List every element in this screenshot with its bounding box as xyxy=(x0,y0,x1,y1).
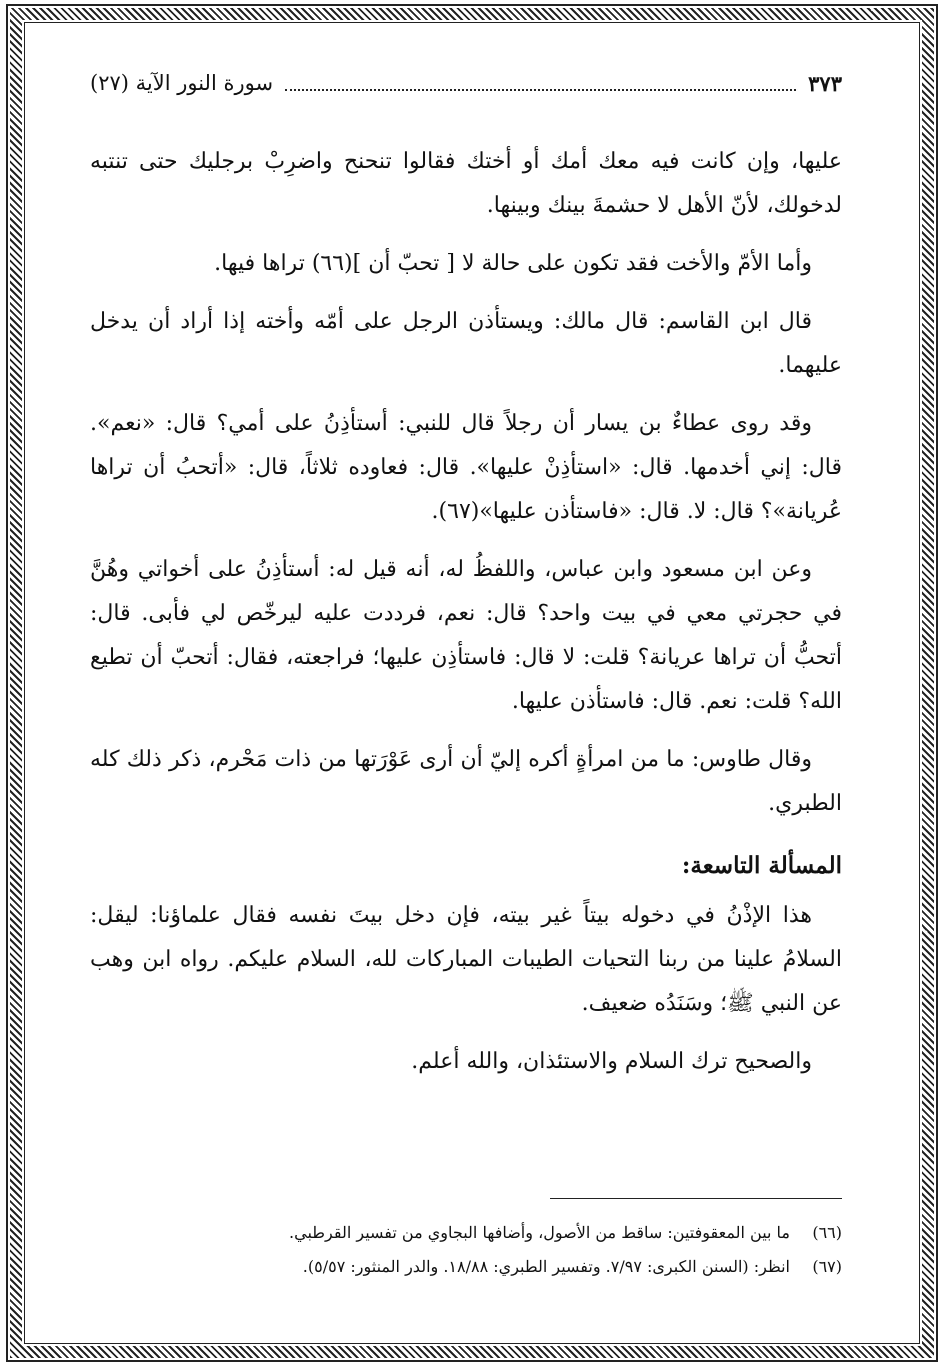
main-text xyxy=(90,140,842,1084)
footnotes xyxy=(90,1216,842,1284)
section-heading: المسألة التاسعة: xyxy=(681,852,842,879)
paragraph: هذا الإذْنُ في دخوله بيتاً غير بيته، فإن دخل بيتَ نفسه فقال علماؤنا: ليقل: السلامُ علينا من ربنا التحيات الطيبات المباركات لله، السلام عليكم. رواه ابن وهب عن النبي ﷺ؛ وسَنَدُه ضعيف. xyxy=(90,903,842,1016)
paragraph: وقال طاوس: ما من امرأةٍ أكره إليّ أن أرى عَوْرَتها من ذات مَحْرم، ذكر ذلك كله الطبري. xyxy=(90,747,842,816)
paragraph: وأما الأمّ والأخت فقد تكون على حالة لا [ تحبّ أن ](٦٦) تراها فيها. xyxy=(214,251,812,276)
paragraph: قال ابن القاسم: قال مالك: ويستأذن الرجل على أمّه وأخته إذا أراد أن يدخل عليهما. xyxy=(90,309,842,378)
footnote xyxy=(90,1216,842,1250)
paragraph: وعن ابن مسعود وابن عباس، واللفظُ له، أنه قيل له: أستأذِنُ على أخواتي وهُنَّ في حجرتي معي في بيت واحد؟ قال: نعم، فرددت عليه ليرخّص لي فأبى. قال: أتحبُّ أن تراها عريانة؟ قلت: لا قال: فاستأذِن عليها؛ فراجعته، فقال: أتحبّ أن تطيع الله؟ قلت: نعم. قال: فاستأذن عليها. xyxy=(90,557,842,714)
footnote-text: ما بين المعقوفتين: ساقط من الأصول، وأضافها البجاوي من تفسير القرطبي. xyxy=(289,1223,790,1242)
page-number: ٣٧٣ xyxy=(808,70,842,96)
paragraph: وقد روى عطاءٌ بن يسار أن رجلاً قال للنبي: أستأذِنُ على أمي؟ قال: «نعم». قال: إني أخدمها. قال: «استأذِنْ عليها». قال: فعاوده ثلاثاً، قال: «أتحبُ أن تراها عُريانة»؟ قال: لا. قال: «فاستأذن عليها»(٦٧). xyxy=(90,411,842,524)
header-title: سورة النور الآية (٢٧) xyxy=(90,71,274,95)
footnote-text: انظر: (السنن الكبرى: ٧/٩٧. وتفسير الطبري: ١٨/٨٨. والدر المنثور: ٥/٥٧). xyxy=(302,1257,790,1276)
paragraph: عليها، وإن كانت فيه معك أمك أو أختك فقالوا تنحنح واضرِبْ برجليك حتى تنتبه لدخولك، لأنّ الأهل لا حشمةَ بينك وبينها. xyxy=(90,149,842,218)
paragraph: والصحيح ترك السلام والاستئذان، والله أعلم. xyxy=(411,1049,812,1074)
running-header xyxy=(90,66,842,100)
footnote-separator xyxy=(550,1198,842,1199)
footnote xyxy=(90,1250,842,1284)
footnote-number: (٦٧) xyxy=(812,1257,842,1276)
footnote-number: (٦٦) xyxy=(812,1223,842,1242)
header-leader-dots xyxy=(285,75,796,91)
